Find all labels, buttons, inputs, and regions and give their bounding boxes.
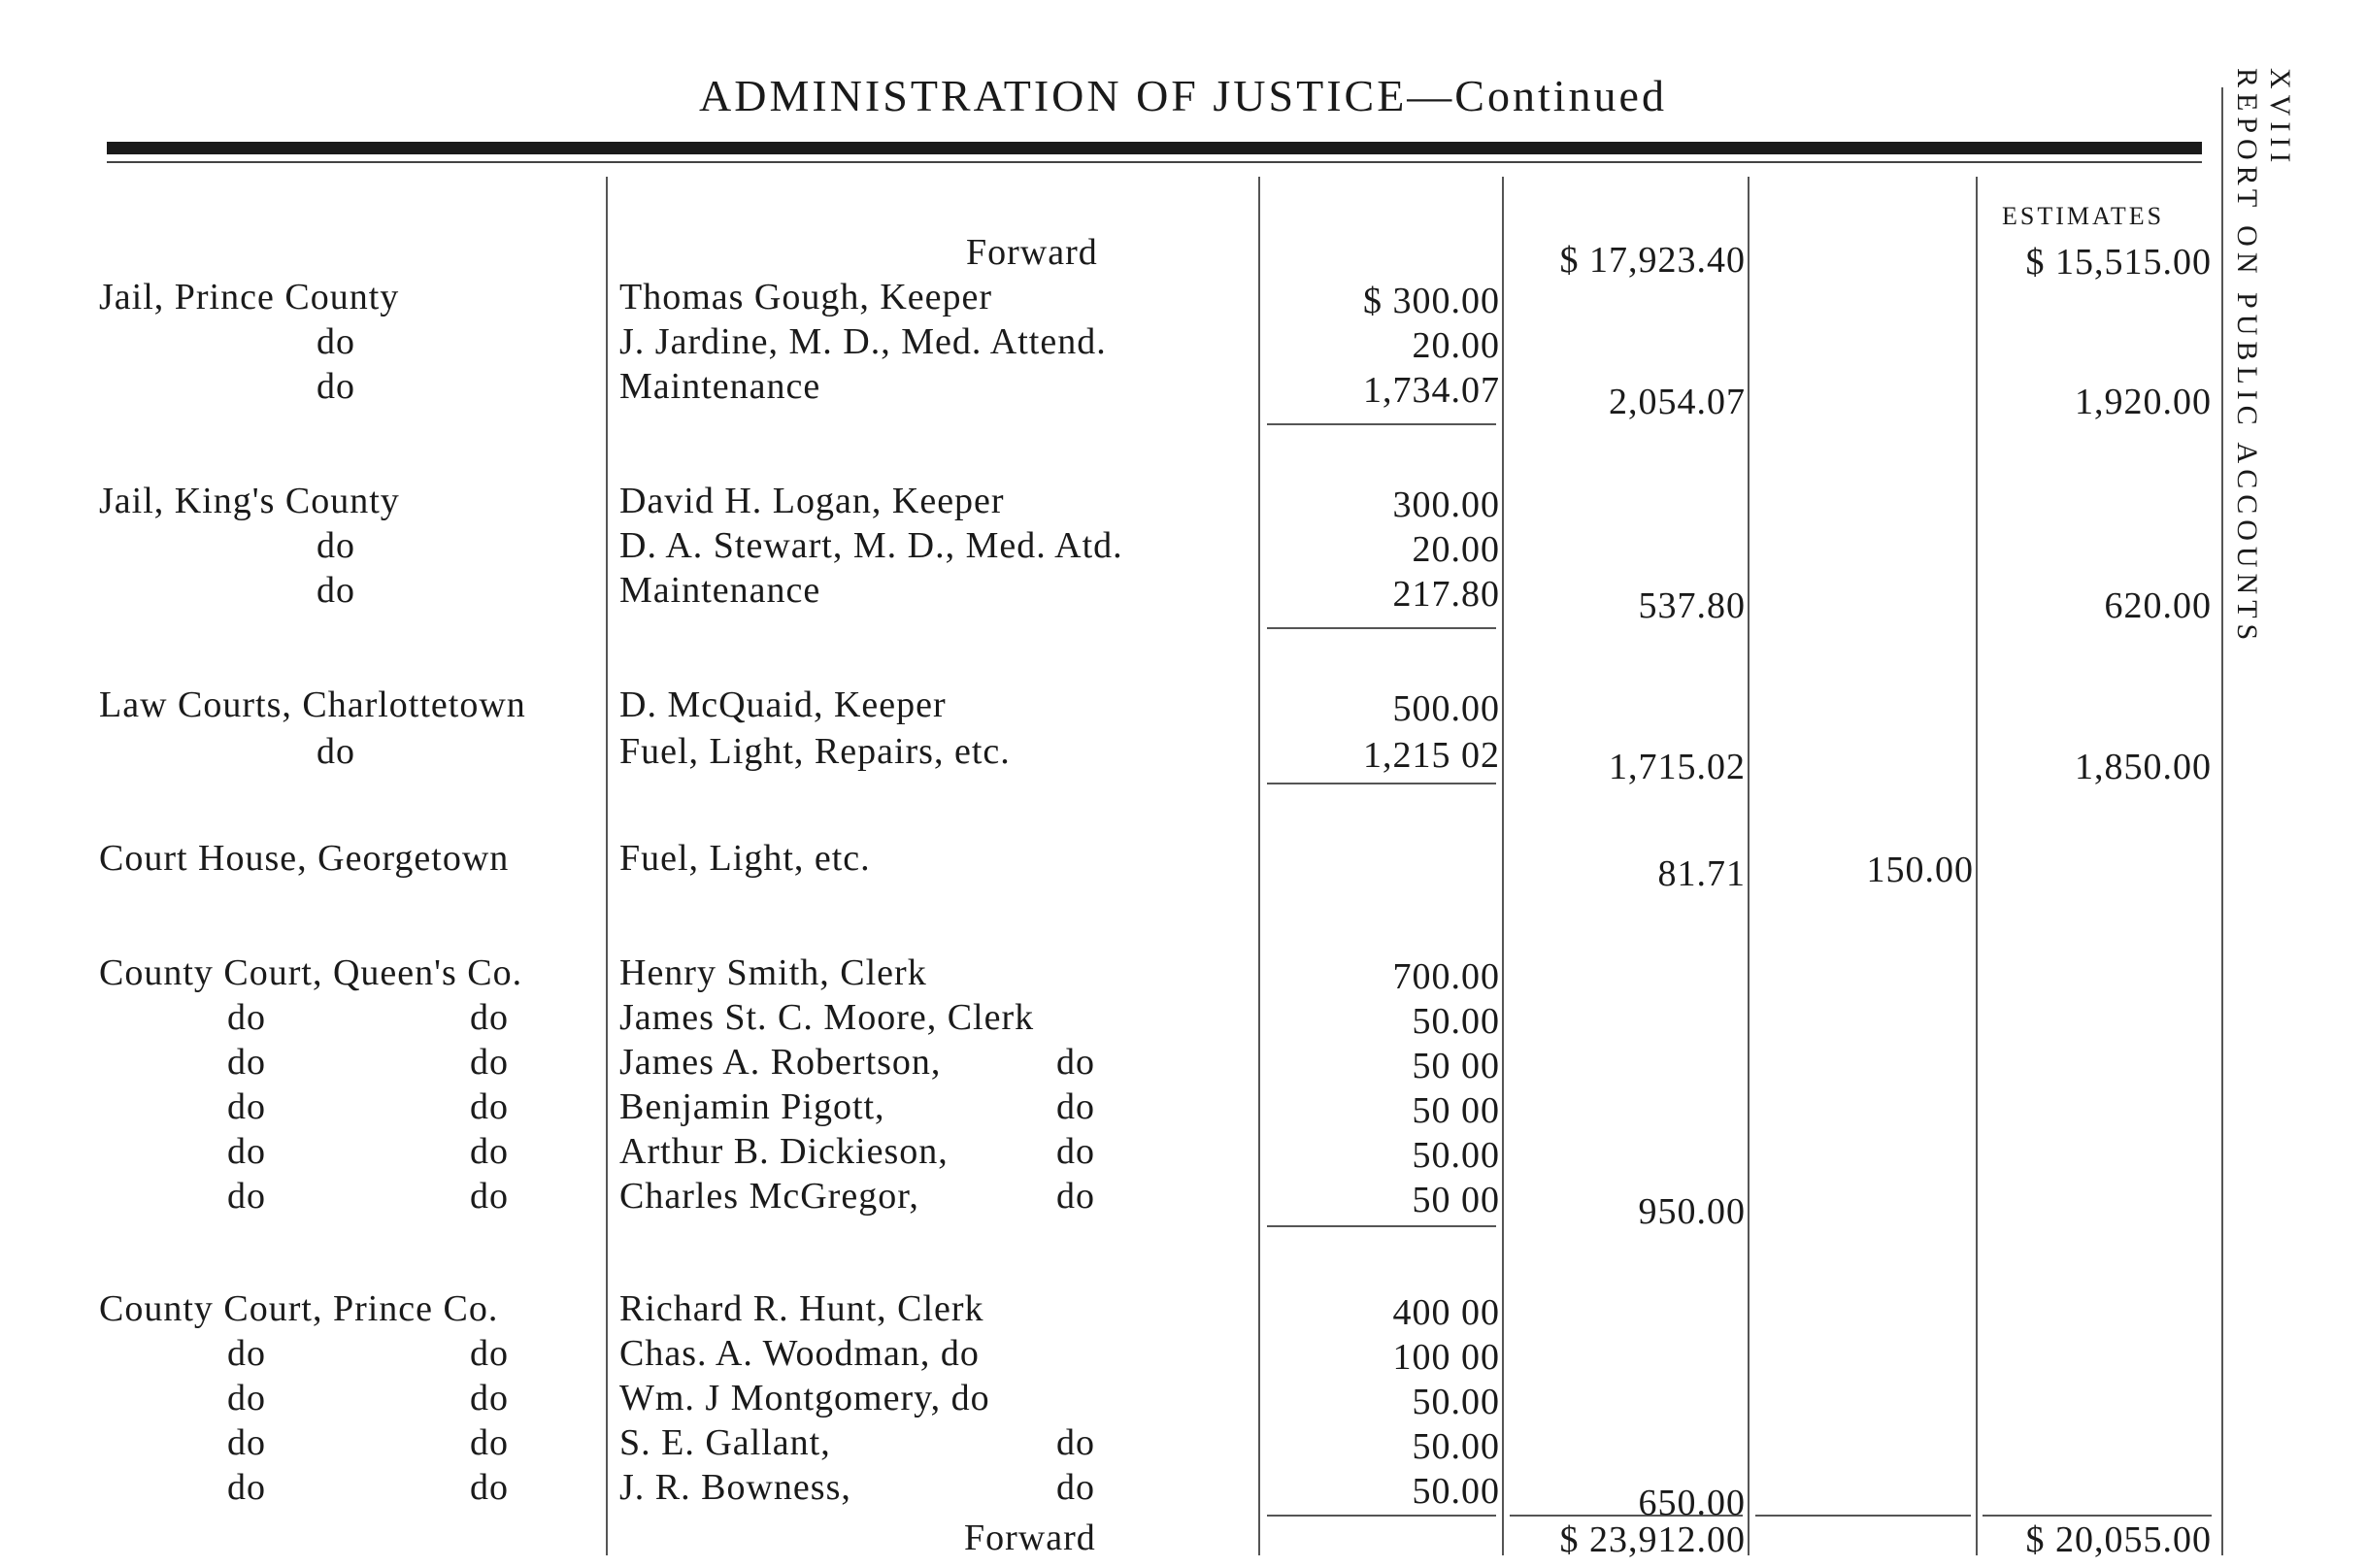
row-account: do (227, 1467, 266, 1508)
row-account-ditto: do (470, 1176, 509, 1217)
row-account-ditto: do (470, 1467, 509, 1508)
row-account: do (227, 1176, 266, 1217)
row-description: Maintenance (619, 570, 821, 611)
row-subtotal: 537.80 (1638, 585, 1746, 626)
row-account: do (227, 1378, 266, 1418)
row-subtotal: 2,054.07 (1609, 382, 1746, 422)
row-account: do (317, 731, 355, 772)
row-description: D. A. Stewart, M. D., Med. Atd. (619, 525, 1123, 566)
row-description: Henry Smith, Clerk (619, 952, 927, 993)
subtotal-rule (1267, 423, 1496, 425)
row-amount: 50.00 (1412, 1135, 1500, 1176)
row-description-ditto: do (1056, 1176, 1095, 1217)
subtotal-rule (1267, 783, 1496, 784)
row-account: do (317, 570, 355, 611)
forward-bottom-estimate: $ 20,055.00 (2025, 1519, 2212, 1560)
row-account-ditto: do (470, 1042, 509, 1083)
row-account-ditto: do (470, 1422, 509, 1463)
row-description: D. McQuaid, Keeper (619, 684, 947, 725)
row-amount: 400 00 (1392, 1292, 1500, 1333)
row-description: James A. Robertson, (619, 1042, 942, 1083)
row-estimate: 620.00 (2104, 585, 2212, 626)
subtotal-rule (1267, 1515, 1496, 1517)
column-rule-2 (1258, 177, 1260, 1555)
row-description: Maintenance (619, 366, 821, 407)
row-account: do (227, 997, 266, 1038)
row-description: Richard R. Hunt, Clerk (619, 1288, 984, 1329)
row-amount: 20.00 (1412, 325, 1500, 366)
row-amount: 100 00 (1392, 1337, 1500, 1378)
row-amount: 50.00 (1412, 1426, 1500, 1467)
column-rule-1 (606, 177, 608, 1555)
forward-top-estimate: $ 15,515.00 (2025, 242, 2212, 283)
forward-top-total: $ 17,923.40 (1559, 240, 1746, 281)
row-amount: 217.80 (1392, 574, 1500, 615)
side-running-title: REPORT ON PUBLIC ACCOUNTS (2231, 68, 2263, 647)
row-description-ditto: do (1056, 1086, 1095, 1127)
header-thin-rule (107, 161, 2202, 163)
row-amount: 50.00 (1412, 1471, 1500, 1512)
row-account-ditto: do (470, 997, 509, 1038)
row-account: Law Courts, Charlottetown (99, 684, 526, 725)
row-description: Thomas Gough, Keeper (619, 277, 993, 317)
row-amount: 500.00 (1392, 688, 1500, 729)
row-subtotal: 650.00 (1638, 1483, 1746, 1523)
column-rule-4 (1748, 177, 1750, 1555)
row-other-amount: 150.00 (1866, 850, 1974, 890)
row-amount: 700.00 (1392, 956, 1500, 997)
row-description: J. Jardine, M. D., Med. Attend. (619, 321, 1107, 362)
row-amount: 1,734.07 (1363, 370, 1500, 411)
column-rule-5 (1976, 177, 1978, 1555)
page-title: ADMINISTRATION OF JUSTICE—Continued (699, 71, 1667, 120)
row-account: Jail, King's County (99, 481, 400, 521)
row-account: do (227, 1333, 266, 1374)
row-description: Fuel, Light, Repairs, etc. (619, 731, 1011, 772)
column-rule-3 (1502, 177, 1504, 1555)
forward-bottom-total: $ 23,912.00 (1559, 1519, 1746, 1560)
row-subtotal: 81.71 (1657, 853, 1746, 894)
row-description-ditto: do (1056, 1042, 1095, 1083)
row-description: David H. Logan, Keeper (619, 481, 1005, 521)
row-amount: 50.00 (1412, 1382, 1500, 1422)
row-account: do (317, 321, 355, 362)
row-account-ditto: do (470, 1086, 509, 1127)
row-account: do (317, 525, 355, 566)
subtotal-rule (1267, 1225, 1496, 1227)
row-account-ditto: do (470, 1131, 509, 1172)
row-account-ditto: do (470, 1378, 509, 1418)
row-amount: 50 00 (1412, 1090, 1500, 1131)
side-page-number: XVIII (2264, 68, 2296, 169)
row-description: Chas. A. Woodman, do (619, 1333, 980, 1374)
forward-top-label: Forward (966, 232, 1098, 273)
row-subtotal: 950.00 (1638, 1191, 1746, 1232)
total-rule (1983, 1515, 2212, 1517)
row-amount: 50.00 (1412, 1001, 1500, 1042)
row-description: Fuel, Light, etc. (619, 838, 871, 879)
row-account: do (317, 366, 355, 407)
side-running-head (2218, 68, 2296, 1184)
row-account: do (227, 1131, 266, 1172)
row-account: County Court, Prince Co. (99, 1288, 499, 1329)
row-description: S. E. Gallant, (619, 1422, 831, 1463)
total-rule (1755, 1515, 1971, 1517)
row-amount: 1,215 02 (1363, 735, 1500, 776)
row-description-ditto: do (1056, 1422, 1095, 1463)
row-description: Benjamin Pigott, (619, 1086, 885, 1127)
row-estimate: 1,850.00 (2075, 747, 2212, 787)
row-amount: 50 00 (1412, 1046, 1500, 1086)
row-account-ditto: do (470, 1333, 509, 1374)
row-amount: 20.00 (1412, 529, 1500, 570)
estimates-header: ESTIMATES (2002, 202, 2165, 230)
row-description: Arthur B. Dickieson, (619, 1131, 949, 1172)
header-thick-rule (107, 142, 2202, 154)
row-account: County Court, Queen's Co. (99, 952, 523, 993)
row-description: James St. C. Moore, Clerk (619, 997, 1035, 1038)
row-account: Jail, Prince County (99, 277, 400, 317)
row-account: do (227, 1086, 266, 1127)
row-description-ditto: do (1056, 1131, 1095, 1172)
row-account: do (227, 1422, 266, 1463)
row-subtotal: 1,715.02 (1609, 747, 1746, 787)
row-description: J. R. Bowness, (619, 1467, 851, 1508)
forward-bottom-label: Forward (964, 1518, 1096, 1558)
row-account: Court House, Georgetown (99, 838, 510, 879)
row-account: do (227, 1042, 266, 1083)
row-amount: 50 00 (1412, 1180, 1500, 1220)
row-description: Charles McGregor, (619, 1176, 919, 1217)
row-amount: 300.00 (1392, 484, 1500, 525)
row-description-ditto: do (1056, 1467, 1095, 1508)
row-amount: $ 300.00 (1363, 281, 1500, 321)
row-estimate: 1,920.00 (2075, 382, 2212, 422)
subtotal-rule (1267, 627, 1496, 629)
row-description: Wm. J Montgomery, do (619, 1378, 990, 1418)
column-rule-6 (2221, 87, 2223, 1555)
